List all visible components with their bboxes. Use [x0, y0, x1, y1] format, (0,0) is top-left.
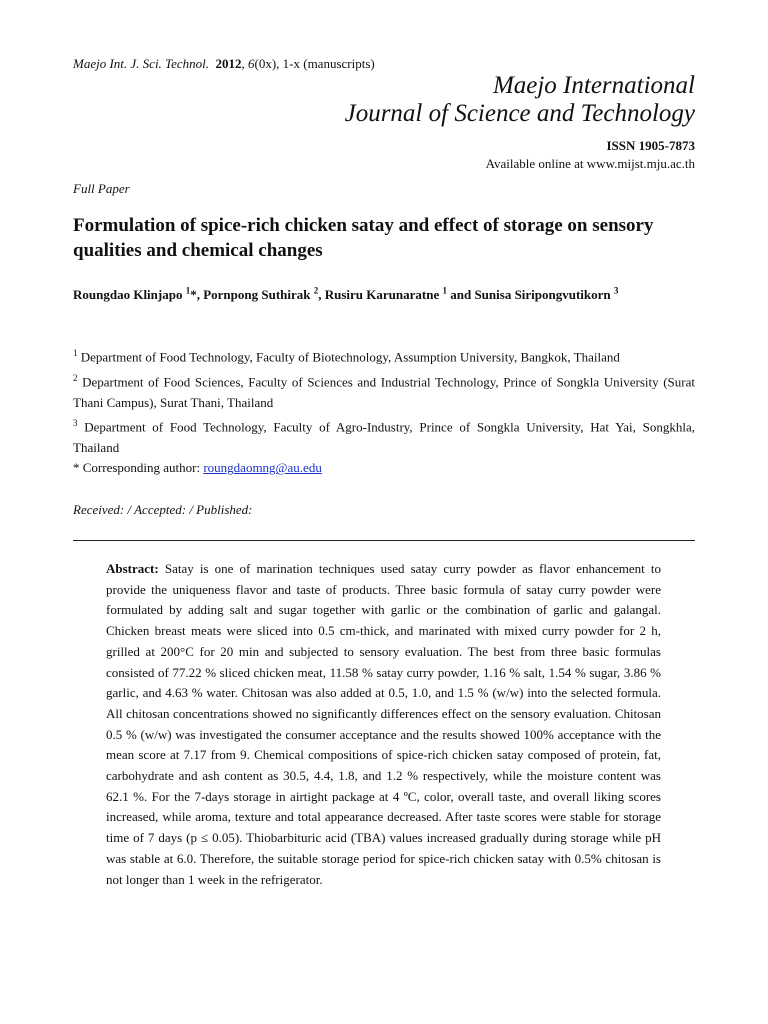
author: Pornpong Suthirak $^2$, [203, 286, 325, 303]
author-affil-number: 3 [613, 286, 619, 296]
affiliation-1 [73, 343, 695, 368]
citation-journal: Maejo Int. J. Sci. Technol. [73, 56, 209, 71]
affiliation-number: 1 [73, 348, 78, 358]
author: Rusiru Karunaratne $^1$ and [324, 286, 475, 303]
author-affil-number: 1 [442, 286, 447, 296]
author-list [73, 281, 695, 305]
publication-dates: Received: / Accepted: / Published: [73, 502, 253, 517]
corresponding-email-link[interactable]: roungdaomng@au.edu [203, 460, 322, 476]
affiliation-number: 3 [73, 418, 78, 429]
affiliation-2 [73, 368, 695, 413]
author-name: Pornpong Suthirak [203, 287, 311, 303]
affiliation-text: Department of Food Technology, Faculty of Biotechnology, Assumption University, Bangkok, Thailand [80, 349, 620, 365]
affiliations [73, 343, 695, 479]
header-divider [73, 540, 695, 541]
author-affil-number: 2 [313, 286, 319, 296]
author-affil-number: 1 [185, 286, 191, 296]
affiliation-text: Department of Food Technology, Faculty of Agro-Industry, Prince of Songkla University, Hat Yai, Songkhla, Thailand [73, 419, 695, 455]
affiliation-text: Department of Food Sciences, Faculty of Sciences and Industrial Technology, Prince of Songkla University (Surat Thani Campus), Surat Thani, Thailand [73, 374, 695, 410]
author: Roungdao Klinjapo $^1$*, [73, 286, 204, 303]
corresponding-author [73, 458, 695, 479]
journal-name [345, 72, 695, 128]
abstract-text: Satay is one of marination techniques used satay curry powder as flavor enhancement to provide the uniqueness flavor and taste of products. Three basic formula of satay curry powder were formulated by adding salt and sugar together with garlic or the combination of garlic and galangal. Chicken breast meats were sliced into 0.5 cm-thick, and marinated with mixed curry powder for 2 h, grilled at 200°C for 20 min and subjected to sensory evaluation. The best from three basic formulas consisted of 77.22 % sliced chicken meat, 11.58 % satay curry powder, 1.16 % salt, 1.54 % sugar, 3.86 % garlic, and 4.63 % water. Chitosan was also added at 0.5, 1.0, and 1.5 % (w/w) into the selected formula. All chitosan concentrations showed no significantly differences effect on the sensory evaluation. Chitosan 0.5 % (w/w) was investigated the consumer acceptance and the results showed 100% acceptance with the mean score at 7.17 from 9. Chemical compositions of spice-rich chicken satay composed of protein, fat, carbohydrate and ash content as 30.5, 4.4, 1.8, and 1.2 % respectively, while the moisture content was 62.1 %. For the 7-days storage in airtight package at 4 ºC, color, overall taste, and overall liking scores increased, while aroma, texture and total appearance decreased. After taste scores were stable for storage time of 7 days (p ≤ 0.05). Thiobarbituric acid (TBA) values increased gradually during storage while pH was stable at 6.0. Therefore, the suitable storage period for spice-rich chicken satay with 0.5% chitosan is not longer than 1 week in the refrigerator. [106, 561, 661, 887]
citation-issue: (0x), 1-x (manuscripts) [254, 56, 375, 71]
paper-type: Full Paper [73, 181, 130, 196]
author-name: Roungdao Klinjapo [73, 287, 183, 303]
affiliation-3 [73, 413, 695, 458]
paper-title: Formulation of spice-rich chicken satay and effect of storage on sensory qualities and chemical changes [73, 215, 654, 261]
citation-volume: 6 [248, 56, 255, 71]
author-name: Rusiru Karunaratne [324, 287, 440, 303]
citation-line: Maejo Int. J. Sci. Technol. 2012, 6(0x), 1-x (manuscripts) [73, 56, 375, 71]
journal-name-line1: Maejo International [492, 72, 695, 99]
abstract-label: Abstract: [106, 561, 159, 576]
citation-year: 2012 [215, 56, 242, 71]
corresponding-label: * Corresponding author: [73, 460, 201, 476]
issn: ISSN 1905-7873 [606, 138, 695, 153]
online-availability: Available online at www.mijst.mju.ac.th [485, 156, 695, 171]
journal-name-line2: Journal of Science and Technology [344, 100, 695, 127]
affiliation-number: 2 [73, 372, 78, 383]
abstract [106, 559, 661, 890]
author-name: Sunisa Siripongvutikorn [474, 287, 611, 303]
corresponding-mark: * [190, 287, 197, 303]
author [474, 287, 618, 302]
